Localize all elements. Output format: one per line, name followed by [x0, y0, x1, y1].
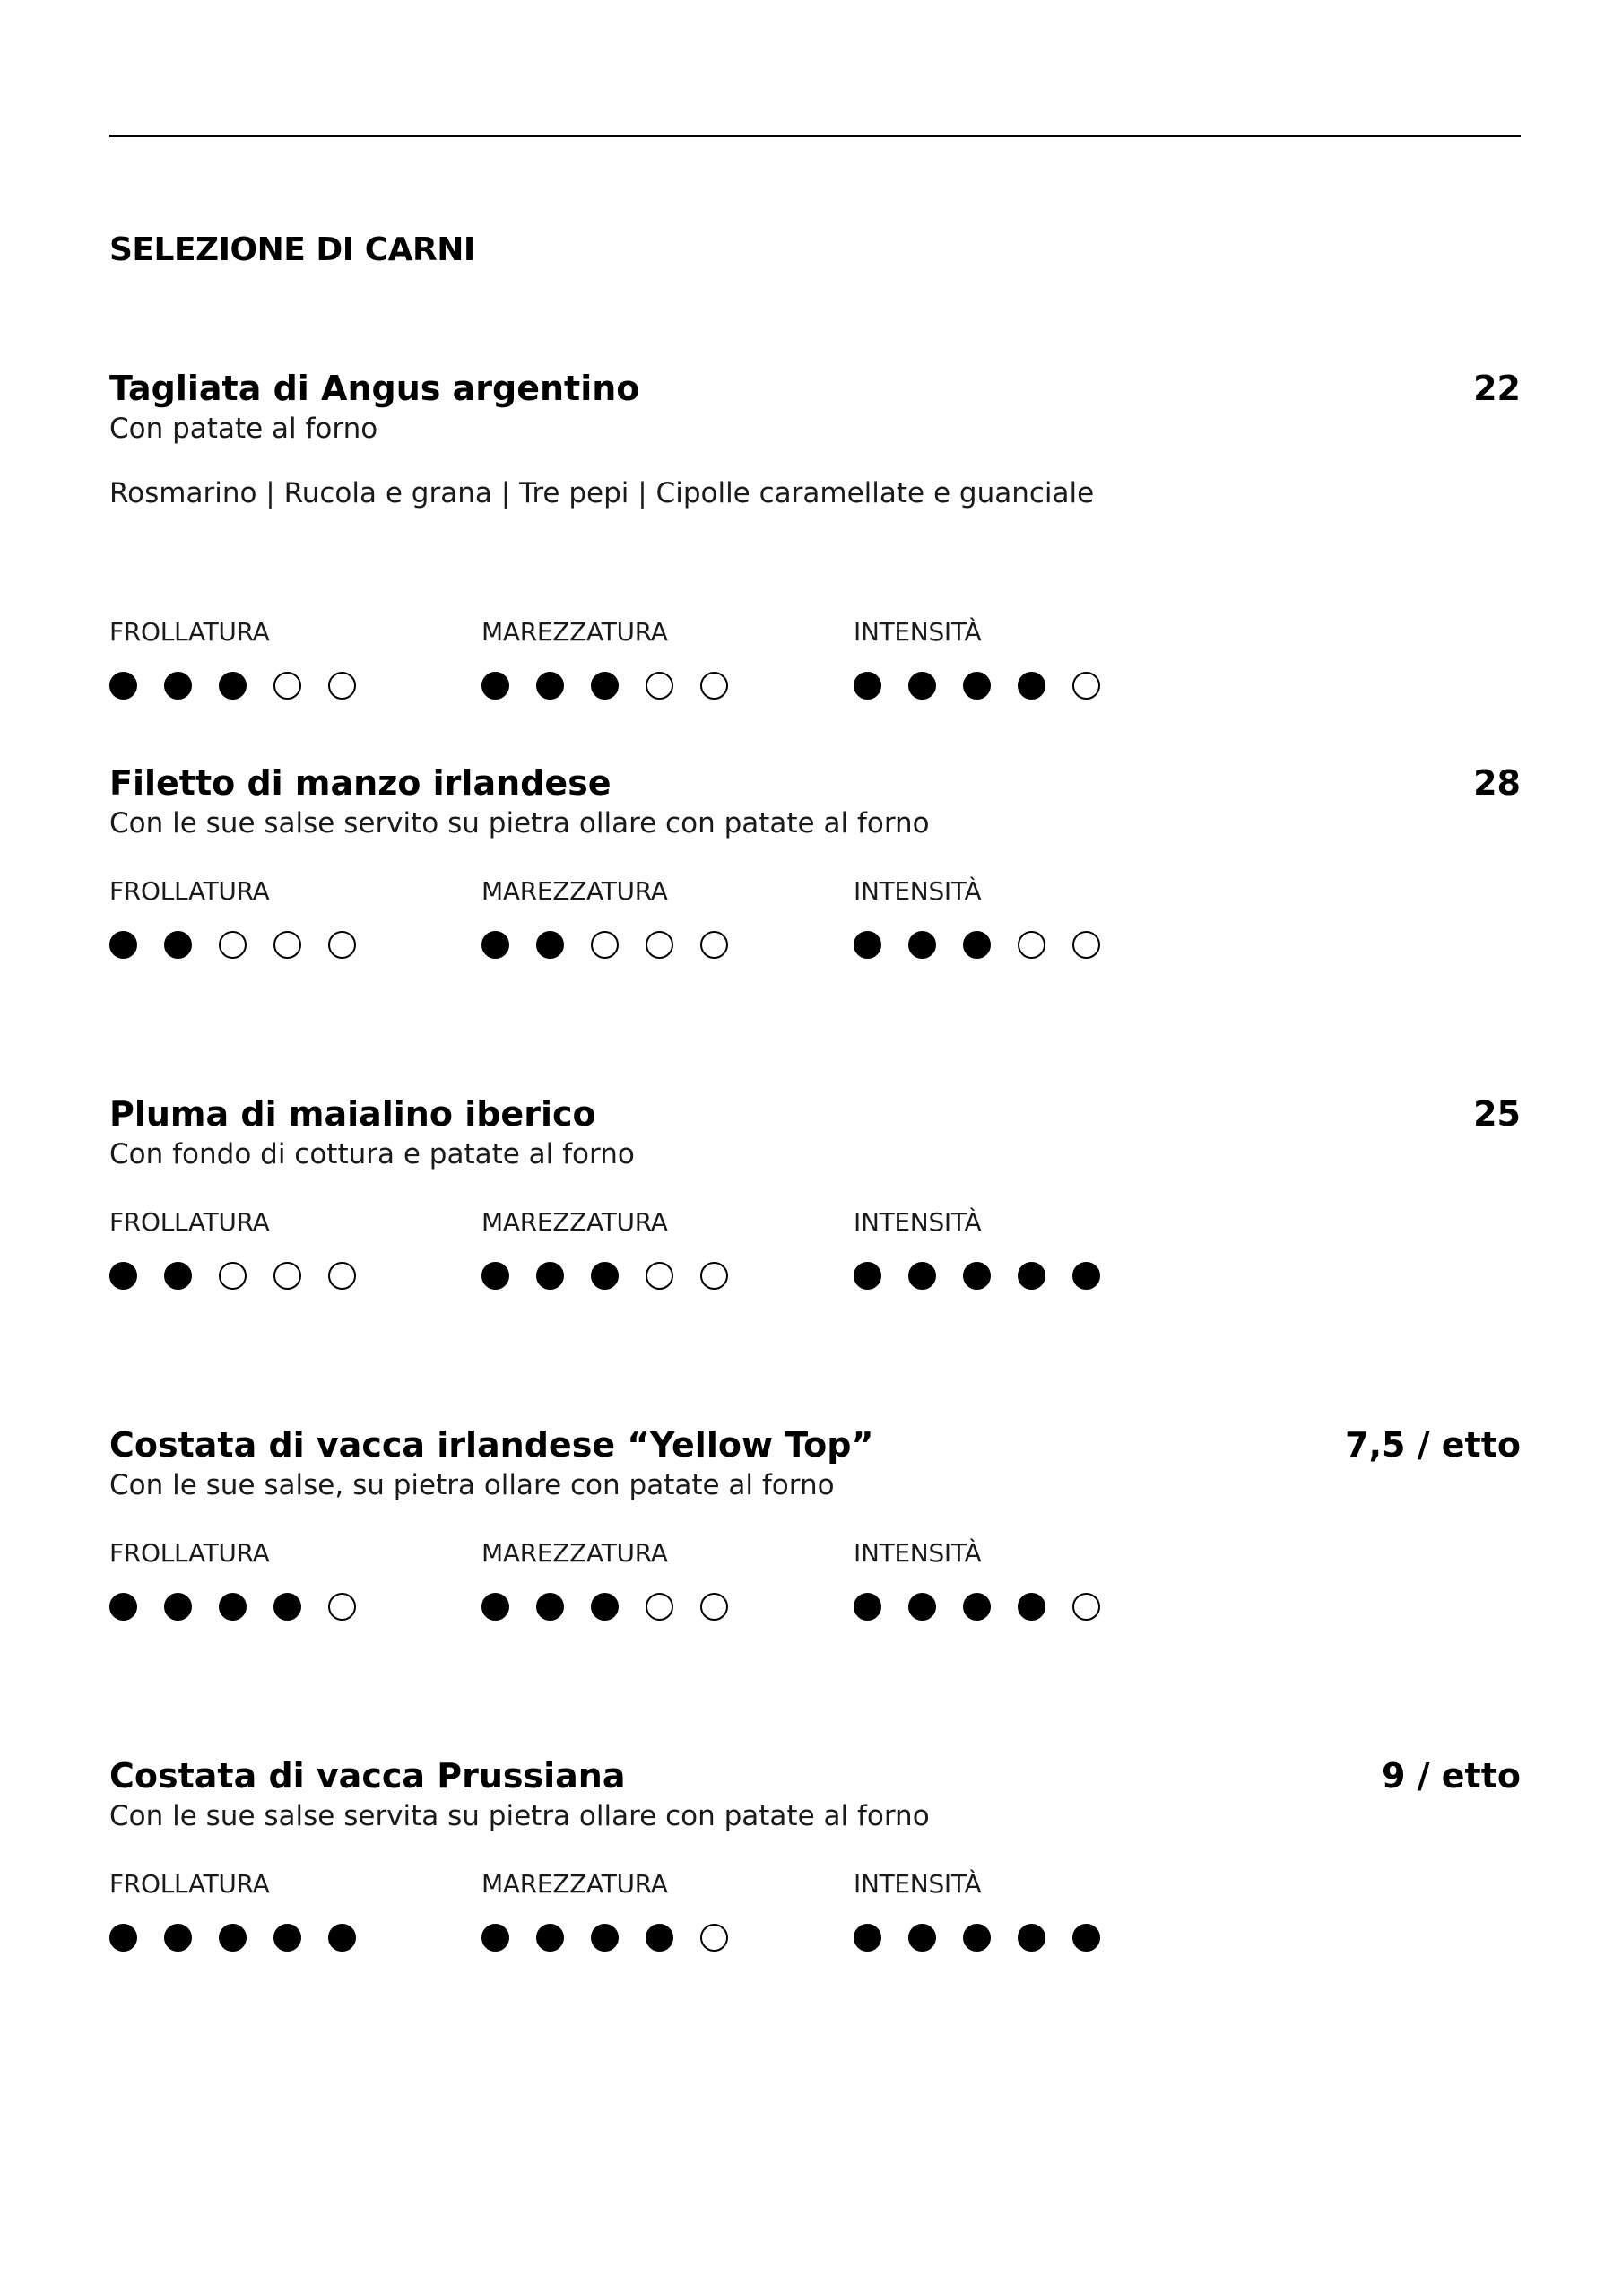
filled-dot-icon [328, 1924, 356, 1952]
empty-dot-icon [328, 1262, 356, 1290]
dish-name: Costata di vacca irlandese “Yellow Top” [109, 1425, 874, 1465]
empty-dot-icon [700, 1262, 728, 1290]
rating-dots [109, 1262, 356, 1291]
filled-dot-icon [591, 1924, 619, 1952]
menu-item [109, 761, 1521, 1057]
empty-dot-icon [591, 931, 619, 959]
filled-dot-icon [219, 1593, 247, 1621]
filled-dot-icon [1018, 1924, 1045, 1952]
rating-dots [109, 1593, 356, 1622]
rating-dots [481, 672, 728, 700]
filled-dot-icon [481, 1924, 509, 1952]
dish-description: Con fondo di cottura e patate al forno [109, 1138, 635, 1170]
filled-dot-icon [273, 1593, 301, 1621]
rating-intensit [854, 616, 1212, 715]
filled-dot-icon [908, 672, 936, 700]
filled-dot-icon [536, 672, 564, 700]
dish-description: Con patate al forno [109, 413, 378, 445]
empty-dot-icon [1072, 931, 1100, 959]
top-divider [109, 135, 1521, 137]
filled-dot-icon [854, 931, 881, 959]
filled-dot-icon [591, 1262, 619, 1290]
filled-dot-icon [854, 1593, 881, 1621]
filled-dot-icon [481, 1262, 509, 1290]
filled-dot-icon [908, 1262, 936, 1290]
rating-dots [854, 1924, 1100, 1952]
filled-dot-icon [963, 672, 991, 700]
rating-label: MAREZZATURA [481, 1869, 668, 1899]
filled-dot-icon [164, 1262, 192, 1290]
filled-dot-icon [109, 931, 137, 959]
menu-item [109, 1422, 1521, 1718]
filled-dot-icon [164, 1924, 192, 1952]
empty-dot-icon [273, 672, 301, 700]
filled-dot-icon [1072, 1262, 1100, 1290]
filled-dot-icon [219, 1924, 247, 1952]
dish-name: Tagliata di Angus argentino [109, 369, 640, 408]
rating-dots [481, 1262, 728, 1291]
filled-dot-icon [591, 1593, 619, 1621]
filled-dot-icon [854, 1262, 881, 1290]
filled-dot-icon [1018, 1593, 1045, 1621]
rating-label: MAREZZATURA [481, 617, 668, 647]
filled-dot-icon [164, 672, 192, 700]
empty-dot-icon [1018, 931, 1045, 959]
rating-label: FROLLATURA [109, 617, 270, 647]
filled-dot-icon [963, 1924, 991, 1952]
filled-dot-icon [273, 1924, 301, 1952]
dish-description: Con le sue salse servita su pietra ollare con patate al forno [109, 1800, 930, 1832]
rating-marezzatura [481, 1868, 840, 1967]
rating-label: FROLLATURA [109, 1538, 270, 1568]
filled-dot-icon [481, 672, 509, 700]
rating-frollatura [109, 875, 468, 974]
rating-label: INTENSITÀ [854, 1869, 982, 1899]
rating-label: INTENSITÀ [854, 617, 982, 647]
rating-dots [854, 1262, 1100, 1291]
rating-dots [109, 1924, 356, 1952]
empty-dot-icon [700, 1924, 728, 1952]
dish-name: Pluma di maialino iberico [109, 1094, 596, 1134]
filled-dot-icon [854, 1924, 881, 1952]
filled-dot-icon [854, 672, 881, 700]
menu-item [109, 1091, 1521, 1387]
filled-dot-icon [536, 1593, 564, 1621]
filled-dot-icon [1072, 1924, 1100, 1952]
dish-options: Rosmarino | Rucola e grana | Tre pepi | Cipolle caramellate e guanciale [109, 477, 1095, 509]
dish-price: 22 [1473, 369, 1521, 408]
ratings-row [109, 616, 1521, 715]
rating-label: INTENSITÀ [854, 876, 982, 906]
filled-dot-icon [908, 1593, 936, 1621]
rating-dots [109, 672, 356, 700]
menu-item [109, 1753, 1521, 2049]
rating-label: FROLLATURA [109, 1207, 270, 1237]
empty-dot-icon [328, 1593, 356, 1621]
rating-intensit [854, 875, 1212, 974]
filled-dot-icon [536, 931, 564, 959]
rating-dots [854, 1593, 1100, 1622]
rating-label: MAREZZATURA [481, 1207, 668, 1237]
rating-label: INTENSITÀ [854, 1538, 982, 1568]
rating-intensit [854, 1206, 1212, 1305]
rating-dots [481, 1593, 728, 1622]
dish-price: 25 [1473, 1094, 1521, 1134]
rating-label: INTENSITÀ [854, 1207, 982, 1237]
filled-dot-icon [219, 672, 247, 700]
filled-dot-icon [109, 672, 137, 700]
empty-dot-icon [646, 1262, 673, 1290]
filled-dot-icon [963, 1262, 991, 1290]
dish-price: 28 [1473, 763, 1521, 803]
rating-marezzatura [481, 616, 840, 715]
filled-dot-icon [963, 931, 991, 959]
empty-dot-icon [646, 672, 673, 700]
empty-dot-icon [273, 931, 301, 959]
filled-dot-icon [109, 1262, 137, 1290]
rating-intensit [854, 1537, 1212, 1636]
empty-dot-icon [273, 1262, 301, 1290]
ratings-row [109, 1868, 1521, 1967]
empty-dot-icon [646, 931, 673, 959]
section-title: SELEZIONE DI CARNI [109, 231, 475, 268]
filled-dot-icon [109, 1924, 137, 1952]
dish-price: 9 / etto [1382, 1756, 1521, 1796]
dish-name: Filetto di manzo irlandese [109, 763, 612, 803]
filled-dot-icon [591, 672, 619, 700]
rating-label: MAREZZATURA [481, 1538, 668, 1568]
empty-dot-icon [1072, 672, 1100, 700]
ratings-row [109, 1206, 1521, 1305]
rating-frollatura [109, 616, 468, 715]
ratings-row [109, 875, 1521, 974]
rating-dots [854, 931, 1100, 960]
filled-dot-icon [963, 1593, 991, 1621]
empty-dot-icon [700, 1593, 728, 1621]
empty-dot-icon [219, 931, 247, 959]
dish-price: 7,5 / etto [1345, 1425, 1521, 1465]
rating-label: FROLLATURA [109, 1869, 270, 1899]
empty-dot-icon [700, 672, 728, 700]
rating-dots [854, 672, 1100, 700]
empty-dot-icon [646, 1593, 673, 1621]
filled-dot-icon [1018, 672, 1045, 700]
filled-dot-icon [646, 1924, 673, 1952]
rating-intensit [854, 1868, 1212, 1967]
filled-dot-icon [908, 1924, 936, 1952]
empty-dot-icon [328, 931, 356, 959]
rating-frollatura [109, 1537, 468, 1636]
dish-description: Con le sue salse servito su pietra ollare con patate al forno [109, 807, 930, 839]
rating-dots [109, 931, 356, 960]
rating-marezzatura [481, 875, 840, 974]
ratings-row [109, 1537, 1521, 1636]
filled-dot-icon [908, 931, 936, 959]
menu-item [109, 366, 1521, 662]
rating-frollatura [109, 1868, 468, 1967]
rating-marezzatura [481, 1206, 840, 1305]
filled-dot-icon [481, 1593, 509, 1621]
filled-dot-icon [164, 931, 192, 959]
dish-description: Con le sue salse, su pietra ollare con patate al forno [109, 1469, 835, 1501]
rating-label: FROLLATURA [109, 876, 270, 906]
rating-frollatura [109, 1206, 468, 1305]
filled-dot-icon [109, 1593, 137, 1621]
empty-dot-icon [328, 672, 356, 700]
empty-dot-icon [219, 1262, 247, 1290]
rating-dots [481, 931, 728, 960]
rating-dots [481, 1924, 728, 1952]
filled-dot-icon [1018, 1262, 1045, 1290]
dish-name: Costata di vacca Prussiana [109, 1756, 626, 1796]
filled-dot-icon [164, 1593, 192, 1621]
filled-dot-icon [536, 1262, 564, 1290]
rating-marezzatura [481, 1537, 840, 1636]
rating-label: MAREZZATURA [481, 876, 668, 906]
filled-dot-icon [536, 1924, 564, 1952]
filled-dot-icon [481, 931, 509, 959]
empty-dot-icon [1072, 1593, 1100, 1621]
empty-dot-icon [700, 931, 728, 959]
